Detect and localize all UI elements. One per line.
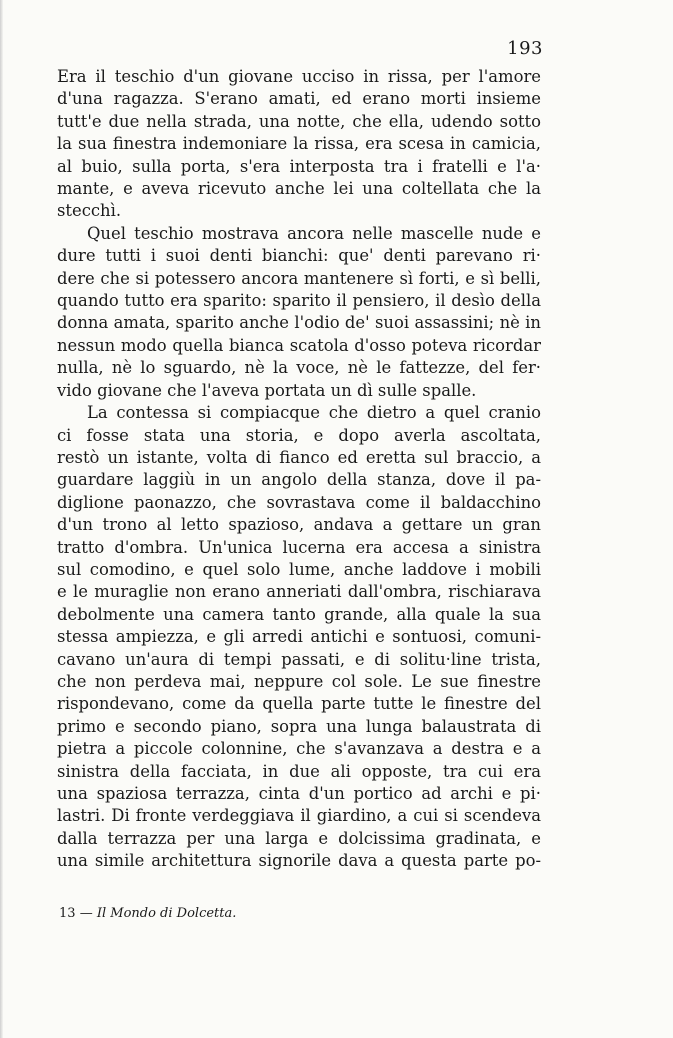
text-line: pietra a piccole colonnine, che s'avanzava a destra e a <box>57 739 541 759</box>
text-line: primo e secondo piano, sopra una lunga balaustrata di <box>57 716 541 736</box>
signature-number: 13 <box>59 906 76 921</box>
text-line: Era il teschio d'un giovane ucciso in rissa, per l'amore <box>57 67 541 86</box>
text-line: dalla terrazza per una larga e dolcissima gradinata, e <box>57 828 541 848</box>
text-line: una spaziosa terrazza, cinta d'un portico ad archi e pi· <box>57 784 541 803</box>
text-line: al buio, sulla porta, s'era interposta tra i fratelli e l'a· <box>57 156 541 176</box>
text-line: tutt'e due nella strada, una notte, che ella, udendo sotto <box>57 111 541 131</box>
text-line: d'una ragazza. S'erano amati, ed erano morti insieme <box>57 89 541 109</box>
footer-dash: — <box>79 906 93 921</box>
body-text <box>57 66 541 873</box>
text-line: che non perdeva mai, neppure col sole. Le sue finestre <box>57 671 541 691</box>
book-title: Il Mondo di Dolcetta. <box>96 906 237 921</box>
text-line: lastri. Di fronte verdeggiava il giardino, a cui si scendeva <box>57 806 541 826</box>
text-line: debolmente una camera tanto grande, alla quale la sua <box>57 604 541 624</box>
text-line: la sua finestra indemoniare la rissa, era scesa in camicia, <box>57 134 541 154</box>
text-line: d'un trono al letto spazioso, andava a gettare un gran <box>57 515 541 535</box>
text-line: dere che si potessero ancora mantenere sì forti, e sì belli, <box>57 268 541 288</box>
text-line: sul comodino, e quel solo lume, anche laddove i mobili <box>57 559 541 579</box>
text-line: guardare laggiù in un angolo della stanza, dove il pa- <box>57 470 541 490</box>
text-line: una simile architettura signorile dava a questa parte po- <box>57 851 541 871</box>
text-line: e le muraglie non erano anneriati dall'ombra, rischiarava <box>57 582 541 602</box>
text-line: ci fosse stata una storia, e dopo averla ascoltata, <box>57 425 541 445</box>
text-line: mante, e aveva ricevuto anche lei una coltellata che la <box>57 179 541 199</box>
text-line: cavano un'aura di tempi passati, e di solitu·line trista, <box>57 649 541 669</box>
text-line: donna amata, sparito anche l'odio de' suoi assassini; nè in <box>57 313 541 333</box>
text-line: restò un istante, volta di fianco ed eretta sul braccio, a <box>57 447 541 467</box>
text-line: rispondevano, come da quella parte tutte le finestre del <box>57 694 541 714</box>
text-line: tratto d'ombra. Un'unica lucerna era accesa a sinistra <box>57 537 541 557</box>
signature-footer <box>59 906 236 921</box>
page-edge <box>0 0 3 1038</box>
text-line: Quel teschio mostrava ancora nelle mascelle nude e <box>87 223 541 243</box>
text-line: quando tutto era sparito: sparito il pensiero, il desìo della <box>57 291 541 311</box>
text-line: sinistra della facciata, in due ali opposte, tra cui era <box>57 761 541 781</box>
text-line: stecchì. <box>57 201 122 221</box>
text-line: dure tutti i suoi denti bianchi: que' denti parevano ri· <box>57 246 541 266</box>
text-line: La contessa si compiacque che dietro a quel cranio <box>87 403 541 423</box>
text-line: vido giovane che l'aveva portata un dì sulle spalle. <box>57 380 477 400</box>
text-line: nessun modo quella bianca scatola d'osso poteva ricordar <box>57 335 541 355</box>
page-number: 193 <box>507 38 543 59</box>
text-line: nulla, nè lo sguardo, nè la voce, nè le fattezze, del fer· <box>57 358 541 378</box>
text-line: stessa ampiezza, e gli arredi antichi e sontuosi, comuni- <box>57 627 541 647</box>
text-line: diglione paonazzo, che sovrastava come il baldacchino <box>57 492 541 512</box>
